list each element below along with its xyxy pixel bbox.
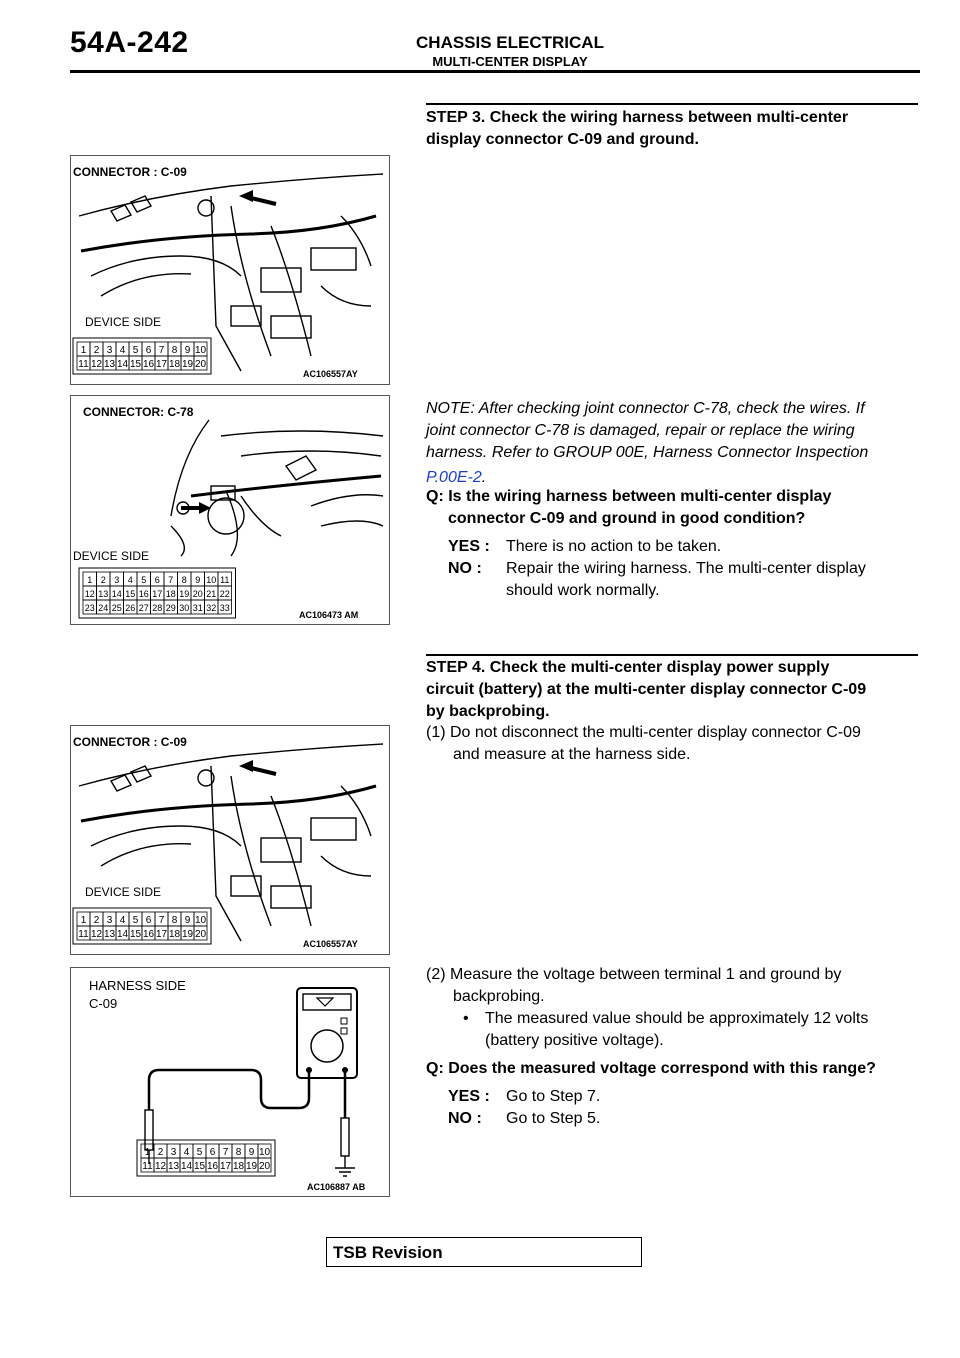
connector-pin-number: 9: [184, 915, 191, 926]
connector-pin-number: 17: [152, 589, 163, 599]
connector-pin-number: 1: [80, 345, 87, 356]
fig4-connector-label: C-09: [89, 996, 118, 1011]
connector-pin-number: 9: [195, 575, 201, 585]
connector-pin-number: 7: [222, 1147, 229, 1158]
connector-pin-number: 13: [167, 1161, 180, 1172]
connector-pin-number: 16: [142, 929, 155, 940]
fig1-connector-label: CONNECTOR : C-09: [73, 165, 187, 179]
step3-yes-answer: YES : There is no action to be taken.: [448, 538, 722, 555]
connector-pin-number: 1: [144, 1147, 151, 1158]
connector-pin-number: 15: [125, 589, 136, 599]
connector-pin-number: 13: [103, 359, 116, 370]
connector-pin-number: 12: [154, 1161, 167, 1172]
connector-pin-number: 5: [132, 345, 139, 356]
fig4-side-label: HARNESS SIDE: [89, 978, 186, 993]
connector-pin-number: 2: [93, 915, 100, 926]
fig2-connector-pins: [79, 568, 236, 618]
connector-pin-number: 32: [206, 603, 217, 613]
connector-pin-number: 15: [193, 1161, 206, 1172]
connector-pin-number: 17: [219, 1161, 232, 1172]
figure-connector-c09-location: [70, 155, 390, 385]
tsb-revision-box: TSB Revision: [326, 1237, 642, 1267]
step3-question: Q: Is the wiring harness between multi-center display connector C-09 and ground in good condition?: [426, 488, 832, 527]
fig3-connector-pins: [73, 908, 211, 944]
connector-pin-number: 8: [235, 1147, 242, 1158]
connector-pin-number: 6: [209, 1147, 216, 1158]
connector-pin-number: 2: [157, 1147, 164, 1158]
connector-pin-number: 2: [93, 345, 100, 356]
connector-pin-number: 2: [100, 575, 106, 585]
subsection-title: MULTI-CENTER DISPLAY: [432, 54, 588, 69]
connector-pin-number: 8: [171, 915, 178, 926]
connector-pin-number: 7: [158, 915, 165, 926]
connector-pin-number: 18: [168, 359, 181, 370]
fig3-side-label: DEVICE SIDE: [85, 885, 162, 899]
connector-pin-number: 18: [232, 1161, 245, 1172]
fig4-connector-pins: [137, 1140, 275, 1176]
connector-pin-number: 3: [170, 1147, 177, 1158]
connector-pin-number: 14: [180, 1161, 193, 1172]
connector-pin-number: 20: [192, 589, 203, 599]
connector-pin-number: 15: [129, 359, 142, 370]
connector-pin-number: 14: [116, 359, 129, 370]
connector-pin-number: 19: [245, 1161, 258, 1172]
connector-pin-number: 8: [181, 575, 187, 585]
connector-pin-number: 5: [196, 1147, 203, 1158]
connector-pin-number: 10: [258, 1147, 271, 1158]
connector-pin-number: 31: [192, 603, 203, 613]
fig1-connector-pins: [73, 338, 211, 374]
connector-pin-number: 7: [158, 345, 165, 356]
connector-pin-number: 19: [181, 929, 194, 940]
connector-pin-number: 21: [206, 589, 217, 599]
connector-pin-number: 15: [129, 929, 142, 940]
connector-pin-number: 1: [87, 575, 93, 585]
connector-pin-number: 1: [80, 915, 87, 926]
connector-pin-number: 7: [168, 575, 174, 585]
header-rule: [70, 70, 920, 73]
connector-pin-number: 6: [145, 345, 152, 356]
connector-pin-number: 18: [168, 929, 181, 940]
section-title: CHASSIS ELECTRICAL: [416, 33, 604, 52]
connector-pin-number: 12: [90, 359, 103, 370]
fig2-code: AC106473 AM: [299, 610, 359, 620]
connector-pin-number: 29: [165, 603, 176, 613]
connector-pin-number: 14: [111, 589, 122, 599]
figure-connector-c78-location: [70, 395, 390, 625]
connector-pin-number: 14: [116, 929, 129, 940]
voltmeter-icon: [297, 988, 357, 1078]
fig4-code: AC106887 AB: [307, 1182, 366, 1192]
connector-pin-number: 22: [219, 589, 230, 599]
connector-pin-number: 9: [184, 345, 191, 356]
connector-pin-number: 23: [84, 603, 95, 613]
connector-pin-number: 10: [206, 575, 217, 585]
connector-pin-number: 4: [119, 915, 126, 926]
connector-pin-number: 4: [127, 575, 133, 585]
fig1-code: AC106557AY: [303, 369, 358, 379]
connector-pin-number: 12: [90, 929, 103, 940]
connector-pin-number: 9: [248, 1147, 255, 1158]
connector-pin-number: 6: [154, 575, 160, 585]
step3-no-answer: NO : Repair the wiring harness. The multi-center display should work normally.: [448, 560, 866, 599]
connector-pin-number: 11: [220, 575, 230, 585]
connector-pin-number: 18: [165, 589, 176, 599]
connector-pin-number: 16: [138, 589, 149, 599]
step3-title: STEP 3. Check the wiring harness between multi-center display connector C-09 and ground.: [426, 109, 849, 148]
connector-pin-number: 3: [114, 575, 120, 585]
step4-substep1: (1) Do not disconnect the multi-center display connector C-09 and measure at the harness side.: [426, 724, 861, 763]
fig3-connector-label: CONNECTOR : C-09: [73, 735, 187, 749]
connector-pin-number: 16: [206, 1161, 219, 1172]
figure-voltmeter-measurement: [70, 967, 390, 1197]
fig2-connector-label: CONNECTOR: C-78: [83, 405, 194, 419]
step4-no-answer: NO : Go to Step 5.: [448, 1110, 601, 1127]
connector-pin-number: 25: [111, 603, 122, 613]
step3-question-block: [426, 486, 926, 602]
fig3-code: AC106557AY: [303, 939, 358, 949]
connector-pin-number: 19: [181, 359, 194, 370]
connector-pin-number: 24: [98, 603, 109, 613]
connector-pin-number: 30: [179, 603, 190, 613]
connector-pin-number: 3: [106, 915, 113, 926]
bullet-icon: •: [463, 1010, 469, 1027]
connector-pin-number: 16: [142, 359, 155, 370]
connector-pin-number: 4: [119, 345, 126, 356]
connector-pin-number: 5: [132, 915, 139, 926]
figure-connector-c09-location-2: [70, 725, 390, 955]
step4-rule: [426, 654, 918, 656]
page-number: 54A-242: [70, 26, 189, 59]
step3-note: NOTE: After checking joint connector C-78, check the wires. If joint connector C-78 is damaged, repair or replace the wiring harness. Refer to GROUP 00E, Harness Connector Inspection P.00E-2.: [426, 400, 869, 486]
connector-pin-number: 33: [219, 603, 230, 613]
connector-pin-number: 10: [194, 345, 207, 356]
connector-pin-number: 3: [106, 345, 113, 356]
connector-pin-number: 8: [171, 345, 178, 356]
connector-pin-number: 28: [152, 603, 163, 613]
connector-pin-number: 10: [194, 915, 207, 926]
connector-pin-number: 11: [78, 359, 89, 370]
connector-pin-number: 13: [98, 589, 109, 599]
fig1-side-label: DEVICE SIDE: [85, 315, 162, 329]
connector-pin-number: 27: [138, 603, 149, 613]
step3-rule: [426, 103, 918, 105]
connector-pin-number: 17: [155, 929, 168, 940]
connector-pin-number: 20: [194, 929, 207, 940]
step4-title: STEP 4. Check the multi-center display power supply circuit (battery) at the multi-center display connector C-09 by backprobing.: [426, 659, 867, 720]
step4-substep2: (2) Measure the voltage between terminal 1 and ground by backprobing. • The measured value should be approximately 12 volts (battery positive voltage). Q: Does the measured voltage correspond with this range? YES : Go to Step 7. NO : Go to Step 5.: [426, 964, 926, 1130]
step4-bullet: • The measured value should be approximately 12 volts (battery positive voltage).: [426, 1008, 926, 1052]
connector-pin-number: 20: [194, 359, 207, 370]
connector-pin-number: 12: [84, 589, 95, 599]
connector-pin-number: 5: [141, 575, 147, 585]
step4-yes-answer: YES : Go to Step 7.: [448, 1088, 601, 1105]
connector-pin-number: 6: [145, 915, 152, 926]
fig2-side-label: DEVICE SIDE: [73, 549, 150, 563]
connector-pin-number: 11: [78, 929, 89, 940]
connector-pin-number: 13: [103, 929, 116, 940]
connector-pin-number: 19: [179, 589, 190, 599]
step4-question: Q: Does the measured voltage correspond with this range?: [426, 1060, 876, 1077]
connector-pin-number: 20: [258, 1161, 271, 1172]
connector-pin-number: 17: [155, 359, 168, 370]
connector-pin-number: 11: [142, 1161, 153, 1172]
connector-pin-number: 4: [183, 1147, 190, 1158]
note-reference-link[interactable]: P.00E-2: [426, 469, 482, 486]
connector-pin-number: 26: [125, 603, 136, 613]
